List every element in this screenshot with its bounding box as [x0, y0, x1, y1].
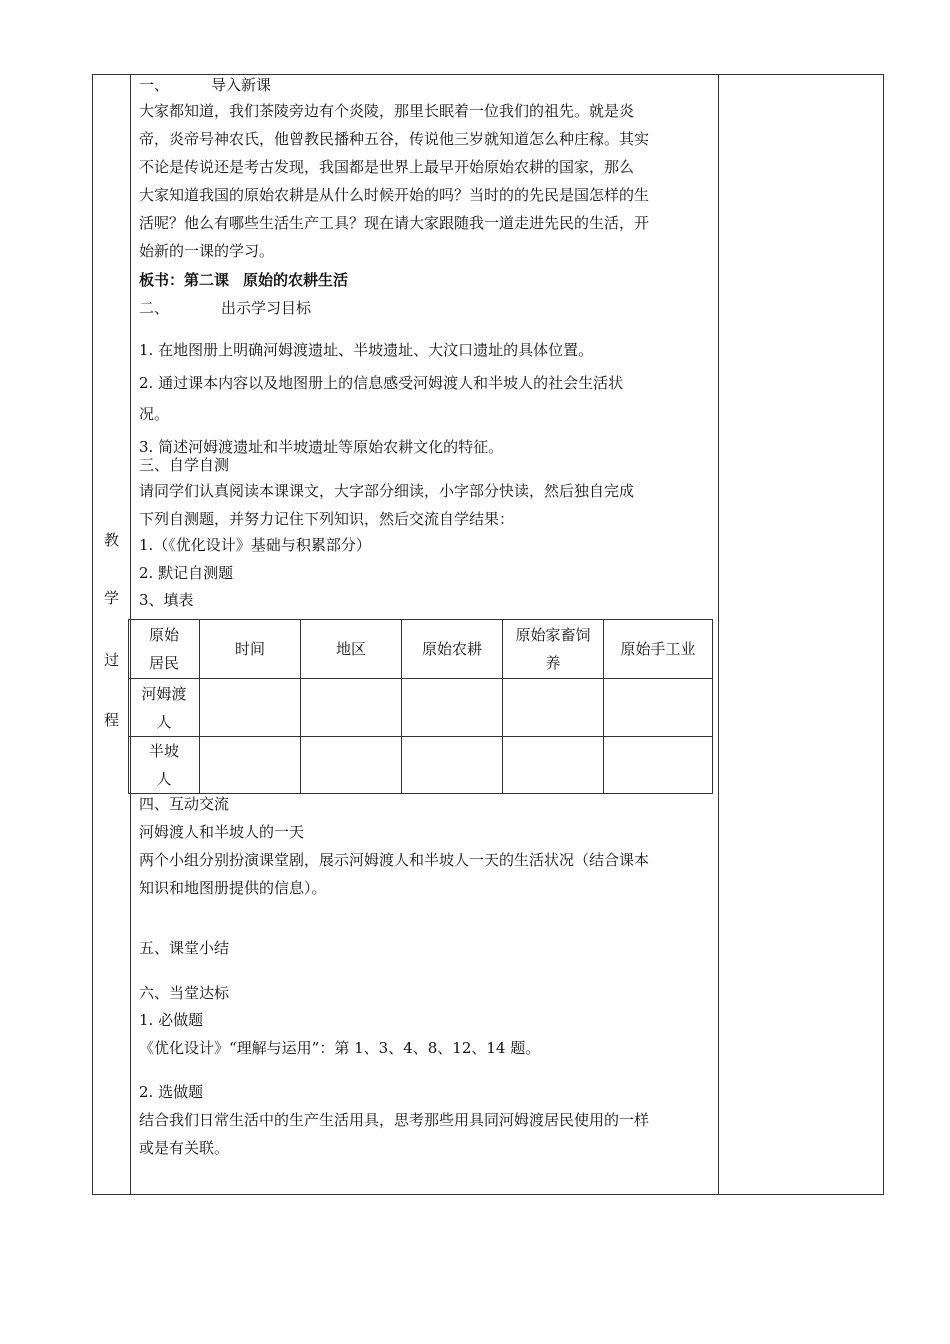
- goal-2-line-1: 2. 通过课本内容以及地图册上的信息感受河姆渡人和半坡人的社会生活状: [139, 374, 624, 392]
- self-study-item-2: 2. 默记自测题: [139, 564, 234, 582]
- goal-2-line-2: 况。: [139, 405, 170, 423]
- goal-1: 1. 在地图册上明确河姆渡遗址、半坡遗址、大汶口遗址的具体位置。: [139, 341, 594, 359]
- section-2-heading: 二、 出示学习目标: [139, 299, 312, 317]
- section-5-heading: 五、课堂小结: [139, 939, 230, 957]
- interaction-line-1: 河姆渡人和半坡人的一天: [139, 823, 305, 841]
- row-label-banpo: 半坡 人: [129, 737, 200, 794]
- required-exercise-text: 《优化设计》“理解与运用”：第 1、3、4、8、12、14 题。: [139, 1039, 541, 1057]
- intro-line: 始新的一课的学习。: [139, 242, 275, 260]
- table-cell[interactable]: [402, 737, 503, 794]
- intro-line: 活呢？他么有哪些生活生产工具？现在请大家跟随我一道走进先民的生活，开: [139, 214, 650, 232]
- optional-exercise-line-2: 或是有关联。: [139, 1139, 230, 1157]
- section-3-heading: 三、自学自测: [139, 456, 230, 474]
- header-cell-time: 时间: [200, 620, 301, 679]
- intro-line: 帝，炎帝号神农氏，他曾教民播种五谷，传说他三岁就知道怎么种庄稼。其实: [139, 130, 650, 148]
- self-study-item-1: 1.（《优化设计》基础与积累部分）: [139, 536, 371, 554]
- self-study-line-2: 下列自测题，并努力记住下列知识，然后交流自学结果：: [139, 510, 515, 528]
- side-label-char-1: 教: [103, 531, 119, 549]
- table-row: [129, 737, 713, 794]
- optional-exercise-label: 2. 选做题: [139, 1083, 204, 1101]
- goal-3: 3. 简述河姆渡遗址和半坡遗址等原始农耕文化的特征。: [139, 438, 504, 456]
- side-label-char-2: 学: [103, 589, 119, 607]
- board-title: 板书：第二课 原始的农耕生活: [139, 271, 349, 289]
- interaction-line-2: 两个小组分别扮演课堂剧，展示河姆渡人和半坡人一天的生活状况（结合课本: [139, 851, 650, 869]
- column-divider-right: [718, 75, 719, 1194]
- fill-in-table: [128, 619, 713, 794]
- table-cell[interactable]: [200, 737, 301, 794]
- interaction-line-3: 知识和地图册提供的信息）。: [139, 879, 327, 897]
- table-cell[interactable]: [503, 679, 604, 737]
- table-cell[interactable]: [200, 679, 301, 737]
- header-cell-handicraft: 原始手工业: [604, 620, 713, 679]
- section-6-heading: 六、当堂达标: [139, 984, 230, 1002]
- header-cell-livestock: 原始家畜饲 养: [503, 620, 604, 679]
- table-cell[interactable]: [301, 679, 402, 737]
- table-cell[interactable]: [503, 737, 604, 794]
- table-row: [129, 679, 713, 737]
- table-cell[interactable]: [301, 737, 402, 794]
- section-1-heading: 一、 导入新课: [139, 76, 272, 94]
- required-exercise-label: 1. 必做题: [139, 1011, 204, 1029]
- side-label-char-4: 程: [103, 711, 119, 729]
- self-study-line-1: 请同学们认真阅读本课课文，大字部分细读，小字部分快读，然后独自完成: [139, 482, 635, 500]
- table-header-row: [129, 620, 713, 679]
- table-cell[interactable]: [604, 679, 713, 737]
- header-cell-farming: 原始农耕: [402, 620, 503, 679]
- optional-exercise-line-1: 结合我们日常生活中的生产生活用具，思考那些用具同河姆渡居民使用的一样: [139, 1111, 650, 1129]
- intro-line: 大家知道我国的原始农耕是从什么时候开始的吗？当时的的先民是国怎样的生: [139, 186, 650, 204]
- table-cell[interactable]: [402, 679, 503, 737]
- section-4-heading: 四、互动交流: [139, 795, 230, 813]
- row-label-hemudu: 河姆渡 人: [129, 679, 200, 737]
- header-cell-residents: 原始 居民: [129, 620, 200, 679]
- self-study-item-3: 3、填表: [139, 591, 194, 609]
- intro-line: 不论是传说还是考古发现，我国都是世界上最早开始原始农耕的国家，那么: [139, 158, 635, 176]
- table-cell[interactable]: [604, 737, 713, 794]
- side-label-char-3: 过: [103, 651, 119, 669]
- intro-line: 大家都知道，我们茶陵旁边有个炎陵，那里长眠着一位我们的祖先。就是炎: [139, 102, 635, 120]
- header-cell-region: 地区: [301, 620, 402, 679]
